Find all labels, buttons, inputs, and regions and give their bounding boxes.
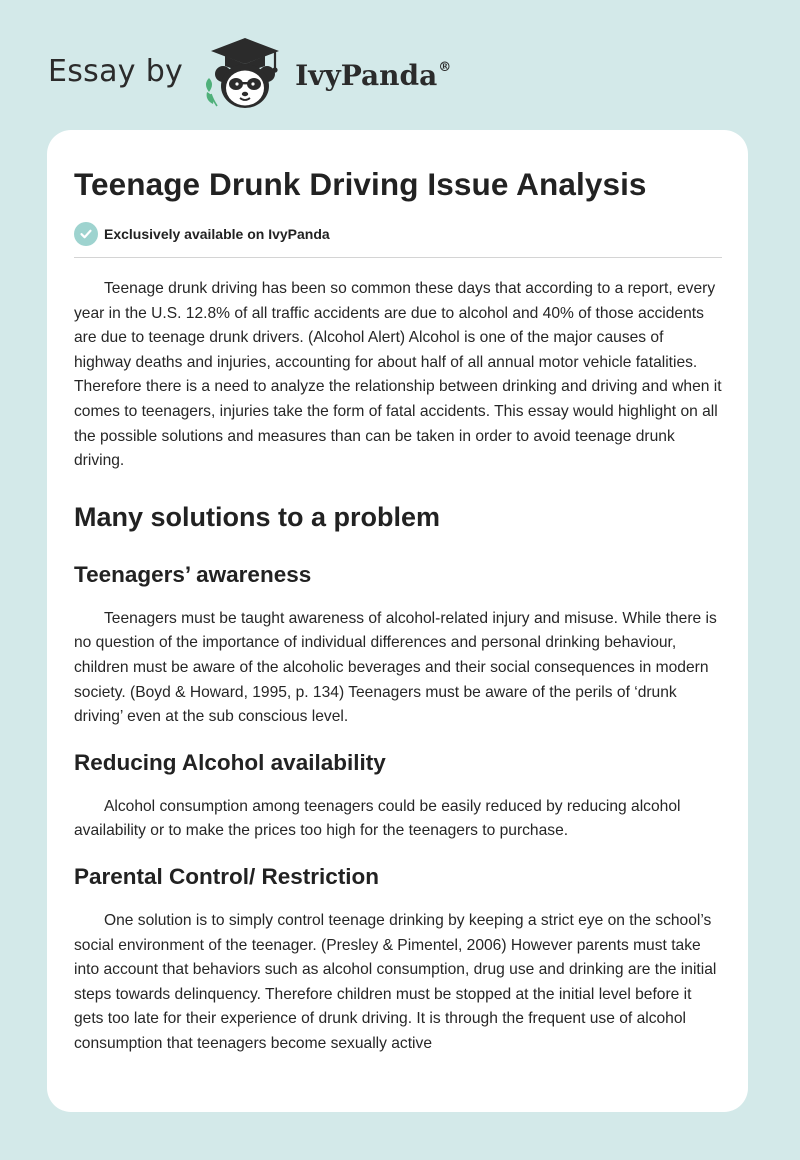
check-icon	[74, 222, 98, 246]
brand-name: IvyPanda®	[295, 58, 452, 92]
registered-mark: ®	[438, 59, 452, 75]
paragraph-awareness: Teenagers must be taught awareness of alcohol-related injury and misuse. While there is no question of the importance of individual differences and personal drinking behaviour, children must be aware of the alcoholic beverages and their social consequences in modern society. (Boyd & Howard, 1995, p. 134) Teenagers must be aware of the perils of ‘drunk driving’ even at the sub conscious level.	[74, 609, 717, 726]
intro-paragraph: Teenage drunk driving has been so common these days that according to a report, every year in the U.S. 12.8% of all traffic accidents are due to alcohol and 40% of those accidents are due to teenage drunk drivers. (Alcohol Alert) Alcohol is one of the major causes of highway deaths and injuries, accounting for about half of all annual motor vehicle fatalities. Therefore there is a need to analyze the relationship between drinking and driving and when it comes to teenagers, injuries take the form of fatal accidents. This essay would highlight on all the possible solutions and measures than can be taken in order to avoid teenage drunk driving.	[74, 280, 722, 470]
exclusive-badge	[74, 221, 724, 247]
section-heading: Many solutions to a problem	[74, 501, 441, 532]
subsection-heading-availability: Reducing Alcohol availability	[74, 749, 386, 775]
article-content	[74, 162, 724, 1056]
divider	[74, 257, 722, 258]
panda-graduation-cap-icon	[201, 34, 289, 114]
article-card	[47, 130, 748, 1112]
subsection-heading-awareness: Teenagers’ awareness	[74, 561, 312, 587]
exclusive-label: Exclusively available on IvyPanda	[104, 226, 330, 242]
brand-prefix: Essay by	[48, 53, 184, 89]
paragraph-parental-control: One solution is to simply control teenage drinking by keeping a strict eye on the school’s social environment of the teenager. (Presley & Pimentel, 2006) However parents must take into account that behaviors such as alcohol consumption, drug use and drinking are the initial steps towards delinquency. Therefore children must be stopped at the initial level before it gets too late for their experience of drunk driving. It is through the frequent use of alcohol consumption that teenagers become sexually active	[74, 911, 717, 1052]
brand-header[interactable]	[48, 34, 451, 114]
article-title: Teenage Drunk Driving Issue Analysis	[74, 166, 647, 202]
subsection-heading-parental-control: Parental Control/ Restriction	[74, 863, 380, 889]
paragraph-availability: Alcohol consumption among teenagers could be easily reduced by reducing alcohol availability or to make the prices too high for the teenagers to purchase.	[74, 797, 681, 840]
